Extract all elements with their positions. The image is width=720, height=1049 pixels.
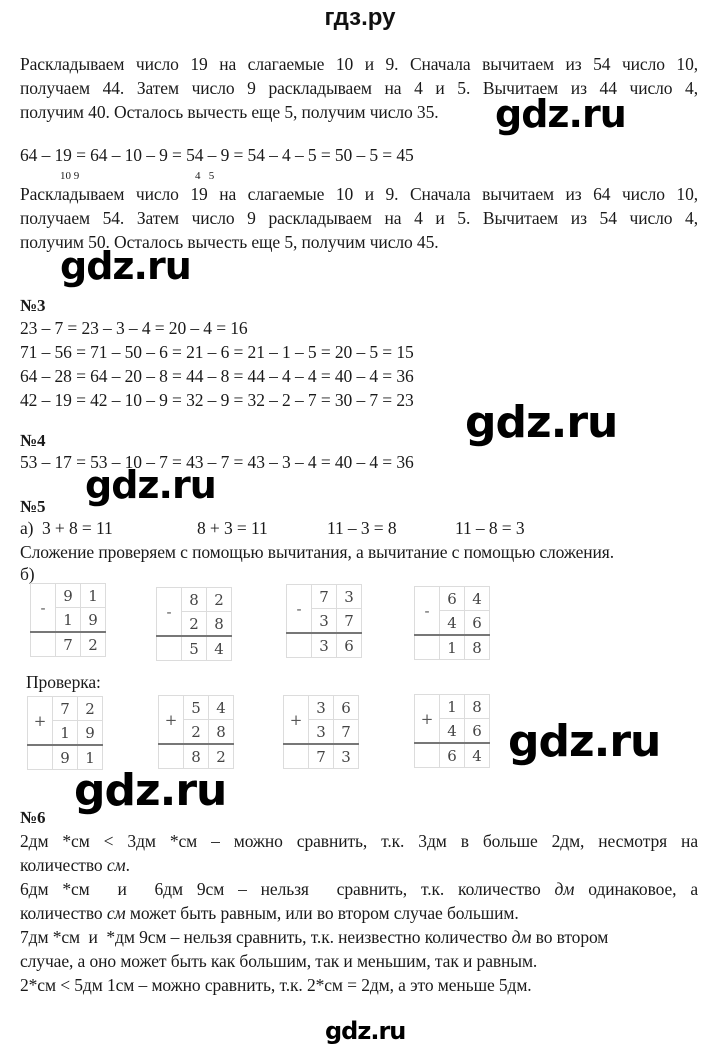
unit-italic: дм: [511, 927, 532, 947]
paragraph-line: [20, 901, 519, 925]
text-run: количество: [20, 903, 107, 923]
digit-cell: 9: [53, 745, 78, 770]
digit-cell: 3: [312, 633, 337, 658]
digit-cell: 6: [440, 587, 465, 611]
operator-sign: -: [287, 585, 312, 634]
text-run: .: [125, 855, 130, 875]
operator-sign: +: [284, 696, 309, 745]
digit-cell: 1: [81, 584, 106, 608]
digit-cell: 4: [465, 743, 490, 768]
equation-line: 42 – 19 = 42 – 10 – 9 = 32 – 9 = 32 – 2 – 7 = 30 – 7 = 23: [20, 390, 414, 410]
column-subtraction-2: [156, 587, 232, 661]
digit-cell: 4: [440, 719, 465, 744]
paragraph-line: Раскладываем число 19 на слагаемые 10 и 9. Сначала вычитаем из 54 число 10,: [20, 54, 698, 74]
digit-cell: 6: [465, 611, 490, 636]
digit-cell: 6: [440, 743, 465, 768]
text-run: может быть равным, или во втором случае большим.: [125, 903, 519, 923]
text-run: 7дм *см и *дм 9см – нельзя сравнить, т.к. неизвестно количество: [20, 927, 512, 947]
digit-cell: 9: [81, 608, 106, 633]
digit-cell: 9: [78, 721, 103, 746]
watermark: gdz.ru: [60, 244, 191, 288]
check-label: Проверка:: [26, 672, 101, 692]
digit-cell: 3: [309, 720, 334, 745]
equation-line: 53 – 17 = 53 – 10 – 7 = 43 – 7 = 43 – 3 – 4 = 40 – 4 = 36: [20, 452, 414, 472]
digit-cell: 4: [440, 611, 465, 636]
digit-cell: 7: [56, 632, 81, 657]
watermark: gdz.ru: [465, 397, 618, 448]
digit-cell: 7: [337, 609, 362, 634]
paragraph-line: случае, а оно может быть как большим, так и меньшим, так и равным.: [20, 951, 538, 971]
column-addition-3: [283, 695, 359, 769]
equation-line: 23 – 7 = 23 – 3 – 4 = 20 – 4 = 16: [20, 318, 248, 338]
paragraph-line: получим 50. Осталось вычесть еще 5, получим число 45.: [20, 232, 439, 252]
column-subtraction-3: [286, 584, 362, 658]
digit-cell: 4: [465, 587, 490, 611]
unit-italic: см: [106, 903, 126, 923]
digit-cell: 4: [207, 636, 232, 661]
operator-sign: -: [157, 588, 182, 637]
empty-cell: [284, 744, 309, 769]
paragraph-line: [20, 853, 130, 877]
column-addition-2: [158, 695, 234, 769]
paragraph-line: получаем 54. Затем число 9 раскладываем на 4 и 5. Вычитаем из 54 число 4,: [20, 208, 698, 228]
empty-cell: [415, 635, 440, 660]
digit-cell: 7: [309, 744, 334, 769]
digit-cell: 1: [440, 635, 465, 660]
operator-sign: +: [415, 695, 440, 744]
task-title: №6: [20, 808, 46, 827]
empty-cell: [415, 743, 440, 768]
equation-line: 64 – 19 = 64 – 10 – 9 = 54 – 9 = 54 – 4 – 5 = 50 – 5 = 45: [20, 145, 414, 165]
operator-sign: +: [28, 697, 53, 746]
digit-cell: 1: [53, 721, 78, 746]
decomposition-note: 10 9: [60, 170, 80, 182]
site-title: гдз.ру: [324, 4, 396, 31]
unit-italic: см: [106, 855, 126, 875]
text-run: количество: [20, 855, 107, 875]
task-title: №5: [20, 497, 46, 516]
empty-cell: [157, 636, 182, 661]
digit-cell: 2: [209, 744, 234, 769]
equation-item: 3 + 8 = 11: [42, 518, 113, 538]
paragraph-line: получаем 44. Затем число 9 раскладываем на 4 и 5. Вычитаем из 44 число 4,: [20, 78, 698, 98]
equation-line: 71 – 56 = 71 – 50 – 6 = 21 – 6 = 21 – 1 – 5 = 20 – 5 = 15: [20, 342, 414, 362]
digit-cell: 3: [312, 609, 337, 634]
digit-cell: 1: [440, 695, 465, 719]
empty-cell: [28, 745, 53, 770]
digit-cell: 3: [337, 585, 362, 609]
operator-sign: -: [415, 587, 440, 636]
paragraph-line: [20, 925, 608, 949]
digit-cell: 6: [337, 633, 362, 658]
operator-sign: -: [31, 584, 56, 633]
digit-cell: 8: [465, 695, 490, 719]
watermark: gdz.ru: [508, 716, 661, 767]
digit-cell: 7: [334, 720, 359, 745]
decomposition-note: 4 5: [195, 170, 215, 182]
paragraph-line: получим 40. Осталось вычесть еще 5, получим число 35.: [20, 102, 439, 122]
task-title: №4: [20, 431, 46, 450]
digit-cell: 8: [207, 612, 232, 637]
paragraph-line: [20, 877, 698, 901]
digit-cell: 5: [182, 636, 207, 661]
watermark: gdz.ru: [495, 92, 626, 136]
paragraph-line: 2*см < 5дм 1см – можно сравнить, т.к. 2*см = 2дм, а это меньше 5дм.: [20, 975, 532, 995]
column-addition-4: [414, 694, 490, 768]
unit-italic: дм: [554, 879, 575, 899]
column-subtraction-1: [30, 583, 106, 657]
digit-cell: 8: [182, 588, 207, 612]
digit-cell: 1: [56, 608, 81, 633]
task-title: №3: [20, 296, 46, 315]
digit-cell: 2: [78, 697, 103, 721]
empty-cell: [31, 632, 56, 657]
text-run: во втором: [531, 927, 609, 947]
digit-cell: 9: [56, 584, 81, 608]
digit-cell: 5: [184, 696, 209, 720]
operator-sign: +: [159, 696, 184, 745]
watermark: gdz.ru: [85, 463, 216, 507]
equation-item: 11 – 3 = 8: [327, 518, 397, 538]
equation-item: 8 + 3 = 11: [197, 518, 268, 538]
equation-item: 11 – 8 = 3: [455, 518, 525, 538]
digit-cell: 2: [182, 612, 207, 637]
text-run: одинаковое, а: [574, 879, 698, 899]
digit-cell: 1: [78, 745, 103, 770]
paragraph-line: 2дм *см < 3дм *см – можно сравнить, т.к. 3дм в больше 2дм, несмотря на: [20, 831, 698, 851]
digit-cell: 2: [81, 632, 106, 657]
item-label: а): [20, 518, 34, 538]
digit-cell: 3: [334, 744, 359, 769]
watermark: gdz.ru: [325, 1017, 406, 1045]
digit-cell: 2: [207, 588, 232, 612]
digit-cell: 7: [53, 697, 78, 721]
digit-cell: 7: [312, 585, 337, 609]
digit-cell: 8: [184, 744, 209, 769]
paragraph-line: Раскладываем число 19 на слагаемые 10 и 9. Сначала вычитаем из 64 число 10,: [20, 184, 698, 204]
column-subtraction-4: [414, 586, 490, 660]
digit-cell: 6: [334, 696, 359, 720]
digit-cell: 2: [184, 720, 209, 745]
watermark: gdz.ru: [74, 765, 227, 816]
equation-line: 64 – 28 = 64 – 20 – 8 = 44 – 8 = 44 – 4 – 4 = 40 – 4 = 36: [20, 366, 414, 386]
column-addition-1: [27, 696, 103, 770]
digit-cell: 3: [309, 696, 334, 720]
item-label: б): [20, 564, 35, 584]
explanation-text: Сложение проверяем с помощью вычитания, а вычитание с помощью сложения.: [20, 542, 615, 562]
digit-cell: 6: [465, 719, 490, 744]
empty-cell: [287, 633, 312, 658]
text-run: 6дм *см и 6дм 9см – нельзя сравнить, т.к. количество: [20, 879, 555, 899]
digit-cell: 8: [465, 635, 490, 660]
digit-cell: 4: [209, 696, 234, 720]
digit-cell: 8: [209, 720, 234, 745]
